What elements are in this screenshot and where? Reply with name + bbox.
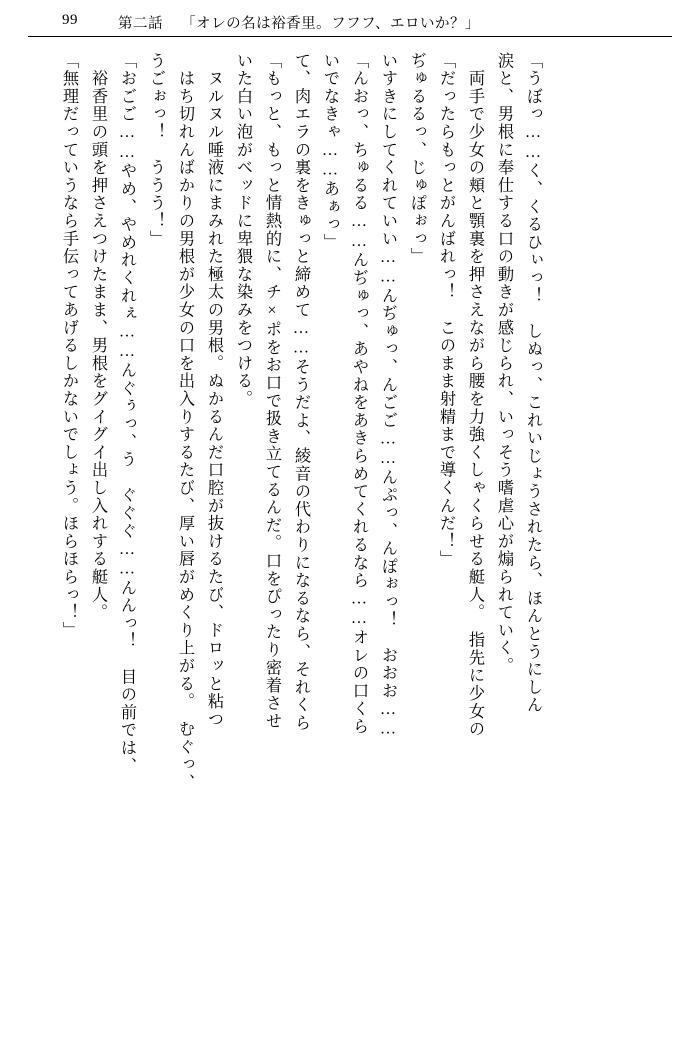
- text-column: 「うぼっ……く、くるひぃっ！ しぬっ、これいじょうされたら、ほんとうにしん: [524, 52, 542, 715]
- vertical-text-body: [48, 52, 666, 1012]
- text-column: 両手で少女の頬と顎裏を押さえながら腰を力強くしゃくらせる艇人。 指先に少女の: [466, 52, 484, 739]
- chapter-title: 「オレの名は裕香里。フフフ、エロいか？」: [181, 16, 480, 32]
- text-column: はち切れんばかりの男根が少女の口を出入りするたび、厚い唇がめくり上がる。 むぐっ、: [176, 52, 194, 792]
- text-column: いでなきゃ……あぁっ」: [321, 52, 339, 252]
- text-column: 「おごご……やめ、やめれくれぇ……んぐぅっ、う ぐぐぐ……んんっ！ 目の前では、: [118, 52, 136, 775]
- chapter-heading: [118, 12, 480, 33]
- page-number: 99: [62, 12, 78, 28]
- text-column: 裕香里の頭を押さえつけたまま、男根をグイグイ出し入れする艇人。: [89, 52, 107, 622]
- text-column: て、肉エラの裏をきゅっと締めて……そうだよ、綾音の代わりになるなら、それくら: [292, 52, 310, 732]
- header-divider: [28, 36, 672, 37]
- text-column: 涙と、男根に奉仕する口の動きが感じられ、いっそう嗜虐心が煽られていく。: [495, 52, 513, 675]
- text-column: 「もっと、もっと情熱的に、チ×ポをお口で扱き立てるんだ。口をぴったり密着させ: [263, 52, 281, 731]
- text-column: 「だったらもっとがんばれっ！ このまま射精まで導くんだ！」: [437, 52, 455, 569]
- text-column: 「無理だっていうなら手伝ってあげるしかないでしょう。ほらほらっ！」: [60, 52, 78, 640]
- page-header: [0, 8, 700, 38]
- text-column: ヌルヌル唾液にまみれた極太の男根。ぬかるんだ口腔が抜けるたび、ドロッと粘つ: [205, 52, 223, 729]
- text-column: いた白い泡がベッドに卑猥な染みをつける。: [234, 52, 252, 408]
- text-column: ぢゅるるっ、じゅぽぉっ」: [408, 52, 426, 266]
- chapter-label: 第二話: [118, 16, 163, 32]
- text-column: いすきにしてくれていい……んぢゅっ、んごご……んぷっ、んぽぉっ！ おおお……: [379, 52, 397, 740]
- text-column: うごぉっ！ ううう！」: [147, 52, 165, 248]
- text-column: 「んおっ、ちゅるる……んぢゅっ、あやねをあきらめてくれるなら……オレの口くら: [350, 52, 368, 736]
